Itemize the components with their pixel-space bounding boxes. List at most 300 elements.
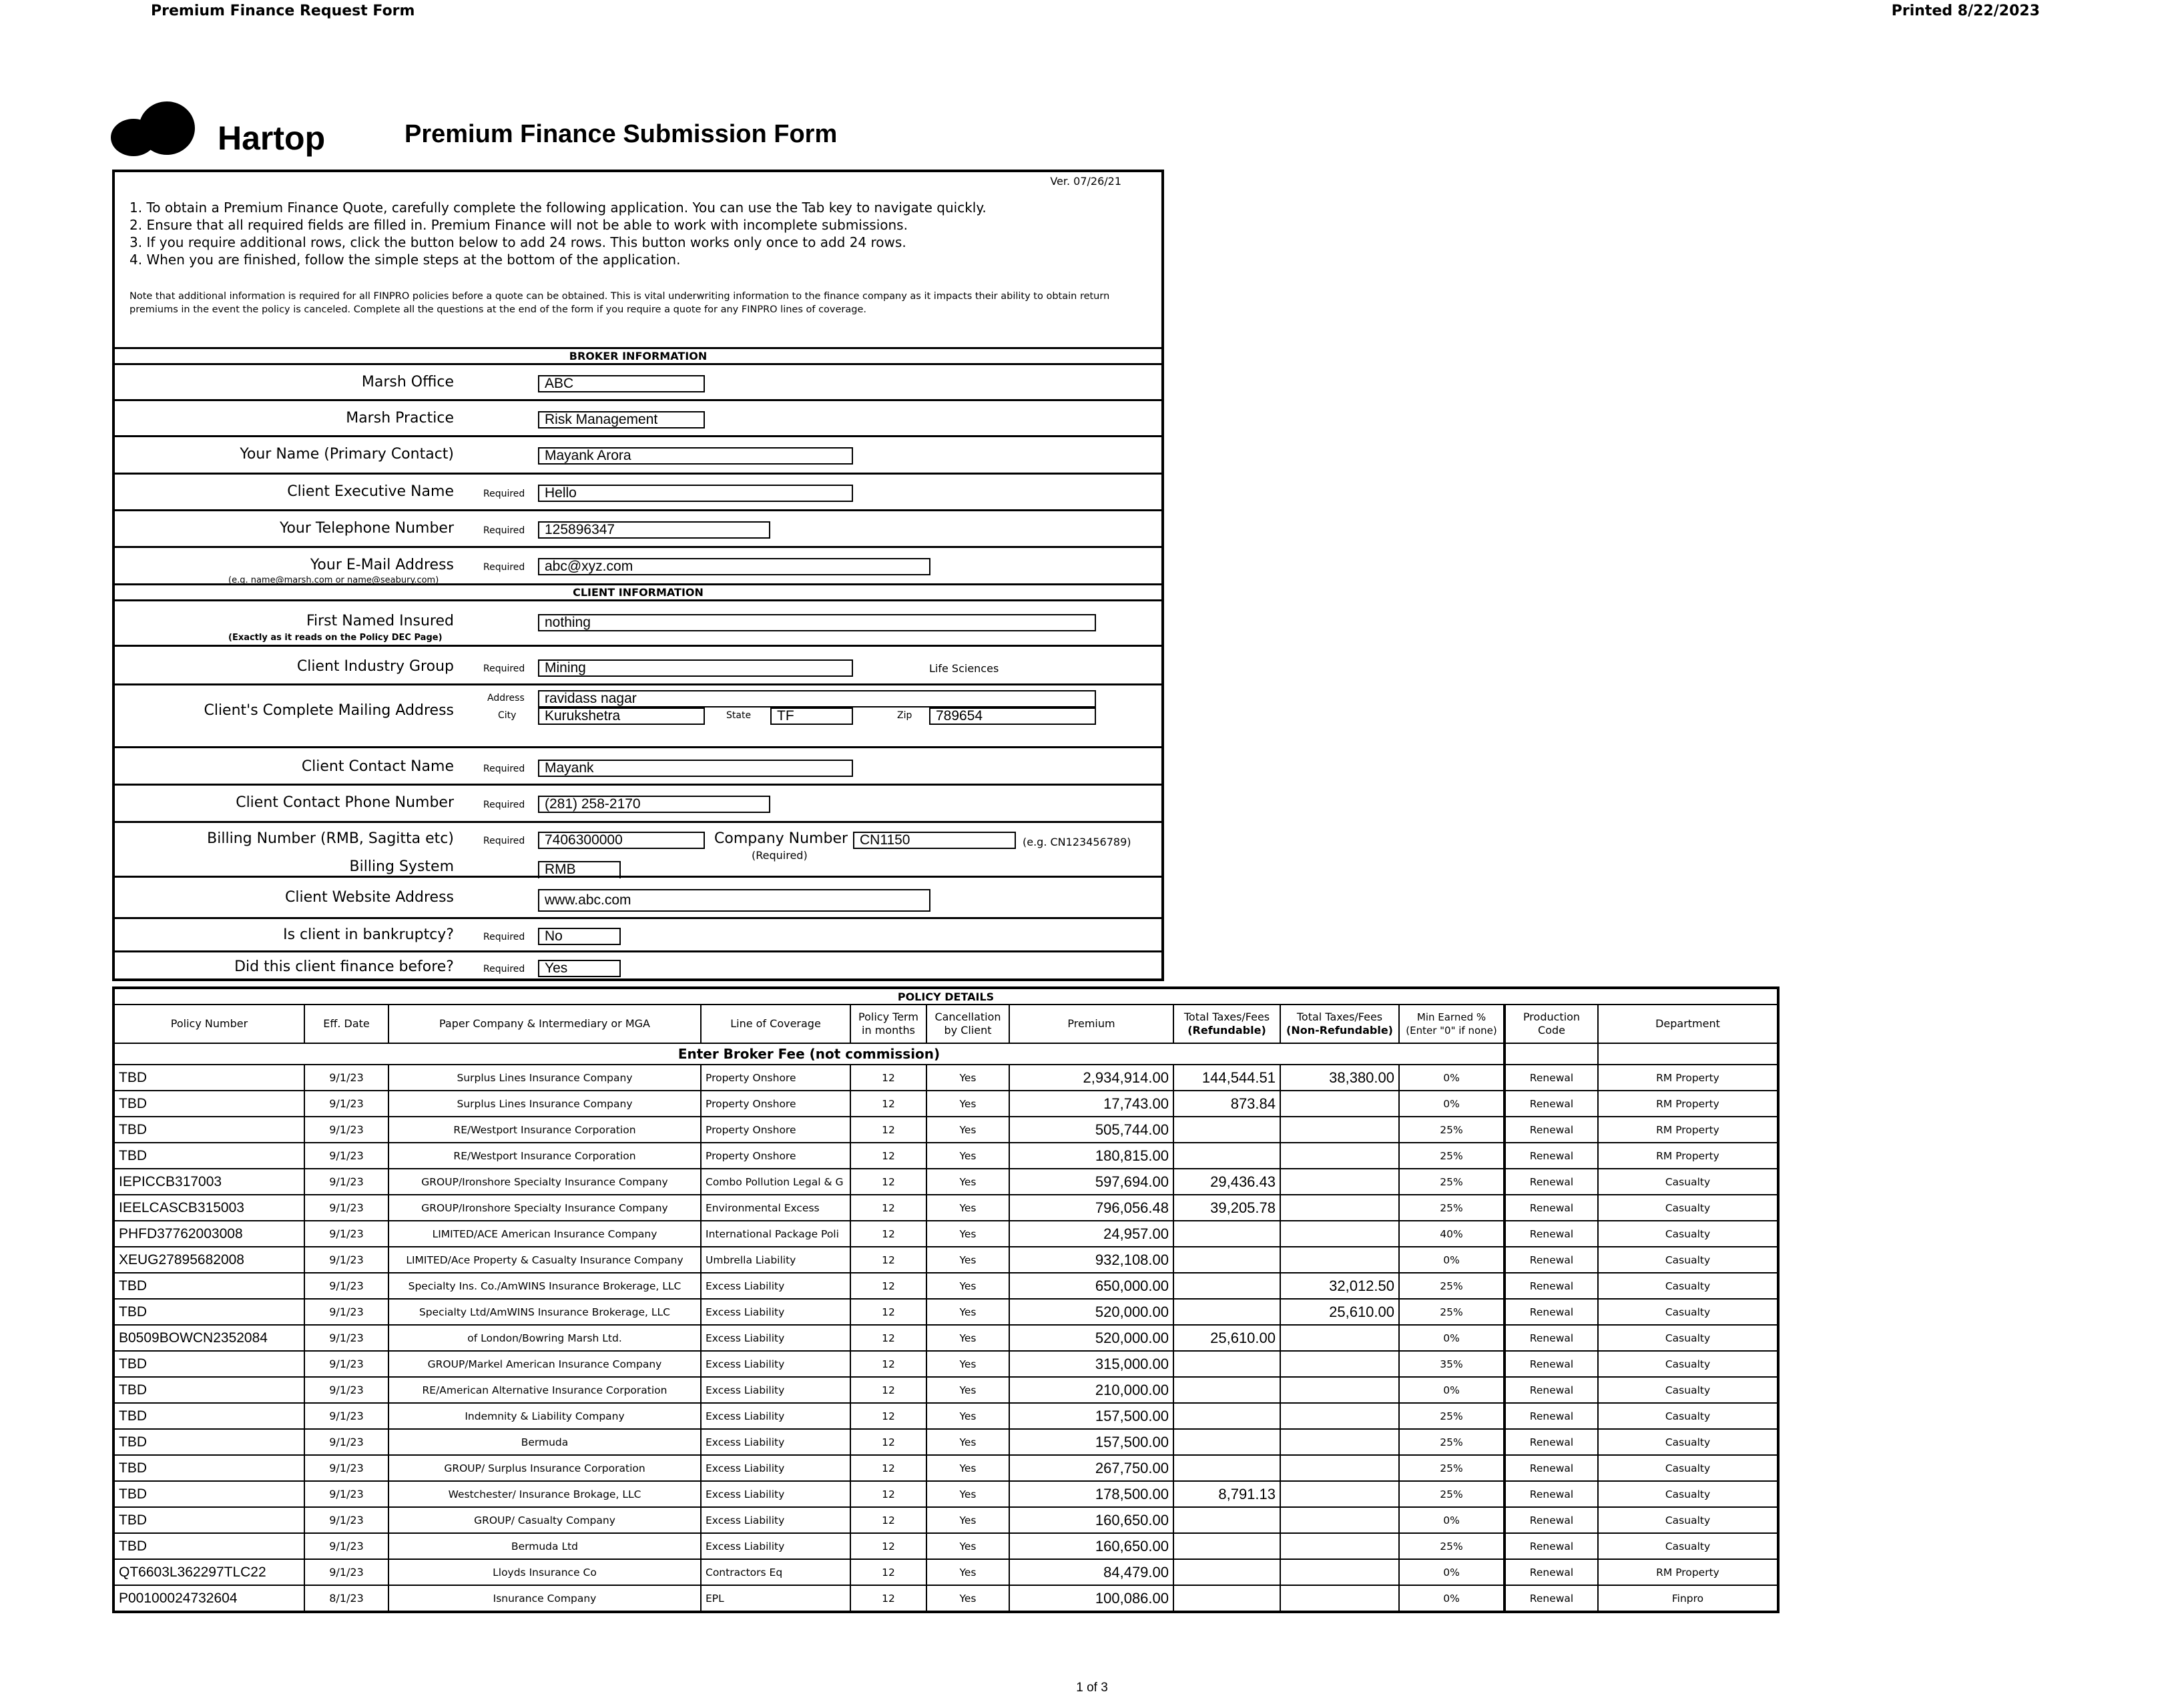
taxes-nonrefundable-cell[interactable]: 38,380.00 [1280,1065,1399,1091]
premium-cell[interactable]: 597,694.00 [1009,1169,1173,1195]
line-of-coverage-cell[interactable]: Excess Liability [701,1299,850,1325]
taxes-nonrefundable-cell[interactable] [1280,1429,1399,1455]
premium-cell[interactable]: 315,000.00 [1009,1351,1173,1377]
department-cell[interactable]: Casualty [1598,1507,1778,1533]
eff-date-cell[interactable]: 9/1/23 [304,1195,388,1221]
taxes-refundable-cell[interactable]: 39,205.78 [1173,1195,1280,1221]
taxes-nonrefundable-cell[interactable] [1280,1221,1399,1247]
policy-number-cell[interactable]: TBD [113,1481,304,1507]
office-field[interactable]: ABC [538,375,705,392]
cancellation-cell[interactable]: Yes [926,1351,1009,1377]
line-of-coverage-cell[interactable]: Excess Liability [701,1325,850,1351]
premium-cell[interactable]: 932,108.00 [1009,1247,1173,1273]
eff-date-cell[interactable]: 9/1/23 [304,1481,388,1507]
line-of-coverage-cell[interactable]: Excess Liability [701,1507,850,1533]
premium-cell[interactable]: 520,000.00 [1009,1325,1173,1351]
cancellation-cell[interactable]: Yes [926,1247,1009,1273]
policy-term-cell[interactable]: 12 [850,1533,926,1559]
policy-term-cell[interactable]: 12 [850,1455,926,1481]
taxes-refundable-cell[interactable]: 144,544.51 [1173,1065,1280,1091]
department-cell[interactable]: RM Property [1598,1065,1778,1091]
line-of-coverage-cell[interactable]: Property Onshore [701,1065,850,1091]
paper-company-cell[interactable]: Lloyds Insurance Co [388,1559,701,1585]
col-premium: Premium [1009,1005,1173,1043]
taxes-refundable-cell[interactable]: 873.84 [1173,1091,1280,1117]
cancellation-cell[interactable]: Yes [926,1273,1009,1299]
cancellation-cell[interactable]: Yes [926,1221,1009,1247]
policy-number-cell[interactable]: TBD [113,1507,304,1533]
department-cell[interactable]: RM Property [1598,1559,1778,1585]
policy-term-cell[interactable]: 12 [850,1195,926,1221]
production-code-cell[interactable]: Renewal [1505,1117,1598,1143]
policy-term-cell[interactable]: 12 [850,1091,926,1117]
department-cell[interactable]: Casualty [1598,1325,1778,1351]
eff-date-cell[interactable]: 9/1/23 [304,1143,388,1169]
policy-term-cell[interactable]: 12 [850,1273,926,1299]
department-cell[interactable]: Casualty [1598,1169,1778,1195]
contact-phone-field[interactable]: (281) 258-2170 [538,796,770,813]
department-cell[interactable]: Casualty [1598,1351,1778,1377]
min-earned-cell[interactable]: 25% [1399,1117,1505,1143]
taxes-refundable-cell[interactable] [1173,1299,1280,1325]
premium-cell[interactable]: 520,000.00 [1009,1299,1173,1325]
production-code-cell[interactable]: Renewal [1505,1533,1598,1559]
eff-date-cell[interactable]: 9/1/23 [304,1533,388,1559]
submission-form [112,170,1164,981]
taxes-refundable-cell[interactable] [1173,1429,1280,1455]
production-code-cell[interactable]: Renewal [1505,1507,1598,1533]
billing-number-field[interactable]: 7406300000 [538,832,705,849]
col-production-code: Production Code [1505,1005,1598,1043]
department-cell[interactable]: Casualty [1598,1455,1778,1481]
policy-term-cell[interactable]: 12 [850,1325,926,1351]
taxes-nonrefundable-cell[interactable] [1280,1143,1399,1169]
taxes-nonrefundable-cell[interactable] [1280,1195,1399,1221]
policy-row [113,1351,1778,1377]
premium-cell[interactable]: 180,815.00 [1009,1143,1173,1169]
line-of-coverage-cell[interactable]: Umbrella Liability [701,1247,850,1273]
policy-number-cell[interactable]: TBD [113,1091,304,1117]
production-code-cell[interactable]: Renewal [1505,1559,1598,1585]
taxes-nonrefundable-cell[interactable] [1280,1559,1399,1585]
col-paper-company: Paper Company & Intermediary or MGA [388,1005,701,1043]
min-earned-cell[interactable]: 0% [1399,1377,1505,1403]
policy-row [113,1481,1778,1507]
policy-term-cell[interactable]: 12 [850,1507,926,1533]
eff-date-cell[interactable]: 9/1/23 [304,1351,388,1377]
taxes-refundable-cell[interactable] [1173,1507,1280,1533]
production-code-cell[interactable]: Renewal [1505,1221,1598,1247]
department-cell[interactable]: Casualty [1598,1195,1778,1221]
paper-company-cell[interactable]: Isnurance Company [388,1585,701,1612]
required-label: Required [483,764,525,774]
min-earned-cell[interactable]: 40% [1399,1221,1505,1247]
paper-company-cell[interactable]: of London/Bowring Marsh Ltd. [388,1325,701,1351]
cancellation-cell[interactable]: Yes [926,1403,1009,1429]
line-of-coverage-cell[interactable]: Excess Liability [701,1481,850,1507]
website-field[interactable]: www.abc.com [538,889,930,912]
paper-company-cell[interactable]: Bermuda [388,1429,701,1455]
min-earned-cell[interactable]: 25% [1399,1403,1505,1429]
instructions [129,199,987,268]
cancellation-cell[interactable]: Yes [926,1117,1009,1143]
cancellation-cell[interactable]: Yes [926,1455,1009,1481]
policy-term-cell[interactable]: 12 [850,1247,926,1273]
taxes-refundable-cell[interactable] [1173,1585,1280,1612]
premium-cell[interactable]: 2,934,914.00 [1009,1065,1173,1091]
zip-field[interactable]: 789654 [929,707,1096,725]
min-earned-cell[interactable]: 35% [1399,1351,1505,1377]
policy-row [113,1065,1778,1091]
min-earned-cell[interactable]: 0% [1399,1247,1505,1273]
eff-date-cell[interactable]: 9/1/23 [304,1247,388,1273]
policy-number-cell[interactable]: TBD [113,1065,304,1091]
taxes-nonrefundable-cell[interactable] [1280,1455,1399,1481]
policy-number-cell[interactable]: TBD [113,1117,304,1143]
min-earned-cell[interactable]: 25% [1399,1143,1505,1169]
policy-term-cell[interactable]: 12 [850,1429,926,1455]
eff-date-cell[interactable]: 9/1/23 [304,1559,388,1585]
eff-date-cell[interactable]: 9/1/23 [304,1429,388,1455]
line-of-coverage-cell[interactable]: Property Onshore [701,1117,850,1143]
min-earned-cell[interactable]: 25% [1399,1429,1505,1455]
taxes-nonrefundable-cell[interactable] [1280,1247,1399,1273]
version-label: Ver. 07/26/21 [1050,175,1121,188]
premium-cell[interactable]: 157,500.00 [1009,1403,1173,1429]
policy-section-title: POLICY DETAILS [113,988,1778,1005]
taxes-refundable-cell[interactable] [1173,1143,1280,1169]
premium-cell[interactable]: 160,650.00 [1009,1507,1173,1533]
paper-company-cell[interactable]: Surplus Lines Insurance Company [388,1065,701,1091]
premium-cell[interactable]: 267,750.00 [1009,1455,1173,1481]
policy-number-cell[interactable]: TBD [113,1455,304,1481]
brand-name: Hartop [218,119,326,157]
policy-term-cell[interactable]: 12 [850,1299,926,1325]
production-code-cell[interactable]: Renewal [1505,1481,1598,1507]
department-cell[interactable]: Casualty [1598,1481,1778,1507]
line-of-coverage-cell[interactable]: International Package Poli [701,1221,850,1247]
broker-fee-row[interactable]: Enter Broker Fee (not commission) [113,1043,1505,1065]
taxes-nonrefundable-cell[interactable] [1280,1325,1399,1351]
department-cell[interactable]: Casualty [1598,1273,1778,1299]
department-cell[interactable]: Casualty [1598,1403,1778,1429]
taxes-refundable-cell[interactable] [1173,1455,1280,1481]
line-of-coverage-cell[interactable]: Excess Liability [701,1429,850,1455]
taxes-refundable-cell[interactable] [1173,1533,1280,1559]
department-cell[interactable]: RM Property [1598,1117,1778,1143]
financed-before-field[interactable]: Yes [538,960,621,977]
paper-company-cell[interactable]: LIMITED/Ace Property & Casualty Insurance Company [388,1247,701,1273]
production-code-cell[interactable]: Renewal [1505,1169,1598,1195]
taxes-nonrefundable-cell[interactable]: 32,012.50 [1280,1273,1399,1299]
premium-cell[interactable]: 160,650.00 [1009,1533,1173,1559]
taxes-refundable-cell[interactable] [1173,1247,1280,1273]
telephone-field[interactable]: 125896347 [538,521,770,539]
premium-cell[interactable]: 84,479.00 [1009,1559,1173,1585]
premium-cell[interactable]: 17,743.00 [1009,1091,1173,1117]
taxes-nonrefundable-cell[interactable] [1280,1585,1399,1612]
paper-company-cell[interactable]: GROUP/Ironshore Specialty Insurance Company [388,1169,701,1195]
eff-date-cell[interactable]: 9/1/23 [304,1091,388,1117]
zip-label: Zip [897,710,912,721]
taxes-refundable-cell[interactable]: 8,791.13 [1173,1481,1280,1507]
production-code-cell[interactable]: Renewal [1505,1429,1598,1455]
industry-field[interactable]: Mining [538,659,853,677]
paper-company-cell[interactable]: GROUP/ Surplus Insurance Corporation [388,1455,701,1481]
min-earned-cell[interactable]: 0% [1399,1585,1505,1612]
eff-date-cell[interactable]: 9/1/23 [304,1507,388,1533]
production-code-cell[interactable]: Renewal [1505,1143,1598,1169]
policy-number-cell[interactable]: PHFD37762003008 [113,1221,304,1247]
line-of-coverage-cell[interactable]: Contractors Eq [701,1559,850,1585]
cancellation-cell[interactable]: Yes [926,1299,1009,1325]
production-code-cell[interactable]: Renewal [1505,1299,1598,1325]
line-of-coverage-cell[interactable]: Property Onshore [701,1143,850,1169]
policy-number-cell[interactable]: QT6603L362297TLC22 [113,1559,304,1585]
taxes-nonrefundable-cell[interactable] [1280,1169,1399,1195]
line-of-coverage-cell[interactable]: Environmental Excess [701,1195,850,1221]
col-eff-date: Eff. Date [304,1005,388,1043]
line-of-coverage-cell[interactable]: Combo Pollution Legal & G [701,1169,850,1195]
premium-cell[interactable]: 24,957.00 [1009,1221,1173,1247]
cancellation-cell[interactable]: Yes [926,1533,1009,1559]
policy-number-cell[interactable]: TBD [113,1273,304,1299]
cancellation-cell[interactable]: Yes [926,1585,1009,1612]
taxes-nonrefundable-cell[interactable]: 25,610.00 [1280,1299,1399,1325]
taxes-refundable-cell[interactable] [1173,1559,1280,1585]
required-label: Required [483,836,525,846]
policy-number-cell[interactable]: TBD [113,1533,304,1559]
department-cell[interactable]: Casualty [1598,1377,1778,1403]
cancellation-cell[interactable]: Yes [926,1325,1009,1351]
policy-term-cell[interactable]: 12 [850,1559,926,1585]
paper-company-cell[interactable]: LIMITED/ACE American Insurance Company [388,1221,701,1247]
production-code-cell[interactable]: Renewal [1505,1273,1598,1299]
client-exec-field[interactable]: Hello [538,485,853,502]
department-cell[interactable]: Casualty [1598,1533,1778,1559]
paper-company-cell[interactable]: RE/Westport Insurance Corporation [388,1143,701,1169]
primary-contact-label: Your Name (Primary Contact) [240,446,454,463]
production-code-cell[interactable]: Renewal [1505,1585,1598,1612]
policy-number-cell[interactable]: TBD [113,1403,304,1429]
billing-system-field[interactable]: RMB [538,861,621,878]
insured-hint: (Exactly as it reads on the Policy DEC Page) [228,633,443,643]
line-of-coverage-cell[interactable]: Excess Liability [701,1273,850,1299]
department-cell[interactable]: Casualty [1598,1429,1778,1455]
taxes-nonrefundable-cell[interactable] [1280,1403,1399,1429]
production-code-cell[interactable]: Renewal [1505,1403,1598,1429]
policy-term-cell[interactable]: 12 [850,1117,926,1143]
premium-cell[interactable]: 210,000.00 [1009,1377,1173,1403]
production-code-cell[interactable]: Renewal [1505,1065,1598,1091]
premium-cell[interactable]: 157,500.00 [1009,1429,1173,1455]
line-of-coverage-cell[interactable]: Property Onshore [701,1091,850,1117]
eff-date-cell[interactable]: 9/1/23 [304,1169,388,1195]
production-code-cell[interactable]: Renewal [1505,1091,1598,1117]
min-earned-cell[interactable]: 0% [1399,1325,1505,1351]
paper-company-cell[interactable]: RE/Westport Insurance Corporation [388,1117,701,1143]
eff-date-cell[interactable]: 9/1/23 [304,1299,388,1325]
policy-number-cell[interactable]: XEUG27895682008 [113,1247,304,1273]
contact-field[interactable]: Mayank [538,760,853,777]
taxes-refundable-cell[interactable] [1173,1117,1280,1143]
policy-term-cell[interactable]: 12 [850,1065,926,1091]
policy-term-cell[interactable]: 12 [850,1351,926,1377]
policy-number-cell[interactable]: TBD [113,1143,304,1169]
col-policy-term: Policy Term in months [850,1005,926,1043]
eff-date-cell[interactable]: 9/1/23 [304,1377,388,1403]
email-field[interactable]: abc@xyz.com [538,558,930,575]
min-earned-cell[interactable]: 25% [1399,1533,1505,1559]
cancellation-cell[interactable]: Yes [926,1143,1009,1169]
min-earned-cell[interactable]: 25% [1399,1273,1505,1299]
taxes-refundable-cell[interactable]: 25,610.00 [1173,1325,1280,1351]
policy-number-cell[interactable]: IEPICCB317003 [113,1169,304,1195]
policy-term-cell[interactable]: 12 [850,1377,926,1403]
eff-date-cell[interactable]: 9/1/23 [304,1455,388,1481]
policy-row [113,1455,1778,1481]
policy-term-cell[interactable]: 12 [850,1481,926,1507]
policy-number-cell[interactable]: IEELCASCB315003 [113,1195,304,1221]
eff-date-cell[interactable]: 9/1/23 [304,1117,388,1143]
min-earned-cell[interactable]: 25% [1399,1169,1505,1195]
premium-cell[interactable]: 100,086.00 [1009,1585,1173,1612]
production-code-cell[interactable]: Renewal [1505,1195,1598,1221]
policy-number-cell[interactable]: TBD [113,1351,304,1377]
paper-company-cell[interactable]: Specialty Ltd/AmWINS Insurance Brokerage, LLC [388,1299,701,1325]
taxes-nonrefundable-cell[interactable] [1280,1091,1399,1117]
taxes-nonrefundable-cell[interactable] [1280,1351,1399,1377]
cancellation-cell[interactable]: Yes [926,1507,1009,1533]
paper-company-cell[interactable]: GROUP/Markel American Insurance Company [388,1351,701,1377]
line-of-coverage-cell[interactable]: EPL [701,1585,850,1612]
eff-date-cell[interactable]: 9/1/23 [304,1325,388,1351]
premium-cell[interactable]: 505,744.00 [1009,1117,1173,1143]
billing-system-label: Billing System [349,858,454,875]
department-cell[interactable]: RM Property [1598,1091,1778,1117]
website-label: Client Website Address [285,889,454,906]
practice-field[interactable]: Risk Management [538,411,705,429]
cancellation-cell[interactable]: Yes [926,1481,1009,1507]
department-cell[interactable]: Finpro [1598,1585,1778,1612]
production-code-cell[interactable]: Renewal [1505,1377,1598,1403]
taxes-refundable-cell[interactable] [1173,1351,1280,1377]
min-earned-cell[interactable]: 0% [1399,1091,1505,1117]
taxes-refundable-cell[interactable] [1173,1403,1280,1429]
production-code-cell[interactable]: Renewal [1505,1351,1598,1377]
policy-details-table [112,986,1780,1613]
paper-company-cell[interactable]: GROUP/ Casualty Company [388,1507,701,1533]
policy-term-cell[interactable]: 12 [850,1169,926,1195]
taxes-refundable-cell[interactable] [1173,1221,1280,1247]
policy-term-cell[interactable]: 12 [850,1403,926,1429]
min-earned-cell[interactable]: 0% [1399,1065,1505,1091]
primary-contact-field[interactable]: Mayank Arora [538,447,853,465]
cancellation-cell[interactable]: Yes [926,1169,1009,1195]
taxes-refundable-cell[interactable]: 29,436.43 [1173,1169,1280,1195]
paper-company-cell[interactable]: Surplus Lines Insurance Company [388,1091,701,1117]
taxes-nonrefundable-cell[interactable] [1280,1377,1399,1403]
col-taxes-refundable-sub: (Refundable) [1187,1024,1266,1037]
insured-field[interactable]: nothing [538,614,1096,631]
production-code-cell[interactable]: Renewal [1505,1247,1598,1273]
policy-term-cell[interactable]: 12 [850,1143,926,1169]
cancellation-cell[interactable]: Yes [926,1559,1009,1585]
paper-company-cell[interactable]: GROUP/Ironshore Specialty Insurance Company [388,1195,701,1221]
eff-date-cell[interactable]: 8/1/23 [304,1585,388,1612]
bankruptcy-field[interactable]: No [538,928,621,945]
required-label: Required [483,562,525,573]
min-earned-cell[interactable]: 0% [1399,1559,1505,1585]
line-of-coverage-cell[interactable]: Excess Liability [701,1455,850,1481]
policy-number-cell[interactable]: P00100024732604 [113,1585,304,1612]
production-code-cell[interactable]: Renewal [1505,1455,1598,1481]
policy-number-cell[interactable]: TBD [113,1429,304,1455]
policy-row [113,1221,1778,1247]
premium-cell[interactable]: 650,000.00 [1009,1273,1173,1299]
line-of-coverage-cell[interactable]: Excess Liability [701,1351,850,1377]
cancellation-cell[interactable]: Yes [926,1065,1009,1091]
taxes-nonrefundable-cell[interactable] [1280,1533,1399,1559]
production-code-cell[interactable]: Renewal [1505,1325,1598,1351]
city-field[interactable]: Kurukshetra [538,707,705,725]
paper-company-cell[interactable]: Bermuda Ltd [388,1533,701,1559]
premium-cell[interactable]: 796,056.48 [1009,1195,1173,1221]
policy-number-cell[interactable]: TBD [113,1299,304,1325]
line-of-coverage-cell[interactable]: Excess Liability [701,1403,850,1429]
min-earned-cell[interactable]: 25% [1399,1481,1505,1507]
paper-company-cell[interactable]: Indemnity & Liability Company [388,1403,701,1429]
policy-term-cell[interactable]: 12 [850,1221,926,1247]
taxes-nonrefundable-cell[interactable] [1280,1481,1399,1507]
policy-number-cell[interactable]: TBD [113,1377,304,1403]
min-earned-cell[interactable]: 25% [1399,1195,1505,1221]
paper-company-cell[interactable]: RE/American Alternative Insurance Corporation [388,1377,701,1403]
paper-company-cell[interactable]: Specialty Ins. Co./AmWINS Insurance Brokerage, LLC [388,1273,701,1299]
line-of-coverage-cell[interactable]: Excess Liability [701,1533,850,1559]
min-earned-cell[interactable]: 25% [1399,1299,1505,1325]
policy-row [113,1377,1778,1403]
department-cell[interactable]: Casualty [1598,1299,1778,1325]
department-cell[interactable]: RM Property [1598,1143,1778,1169]
cancellation-cell[interactable]: Yes [926,1195,1009,1221]
min-earned-cell[interactable]: 0% [1399,1507,1505,1533]
taxes-nonrefundable-cell[interactable] [1280,1507,1399,1533]
premium-cell[interactable]: 178,500.00 [1009,1481,1173,1507]
department-cell[interactable]: Casualty [1598,1221,1778,1247]
cancellation-cell[interactable]: Yes [926,1429,1009,1455]
cancellation-cell[interactable]: Yes [926,1377,1009,1403]
address-field[interactable]: ravidass nagar [538,690,1096,707]
policy-number-cell[interactable]: B0509BOWCN2352084 [113,1325,304,1351]
line-of-coverage-cell[interactable]: Excess Liability [701,1377,850,1403]
eff-date-cell[interactable]: 9/1/23 [304,1065,388,1091]
policy-term-cell[interactable]: 12 [850,1585,926,1612]
eff-date-cell[interactable]: 9/1/23 [304,1403,388,1429]
paper-company-cell[interactable]: Westchester/ Insurance Brokage, LLC [388,1481,701,1507]
taxes-nonrefundable-cell[interactable] [1280,1117,1399,1143]
eff-date-cell[interactable]: 9/1/23 [304,1273,388,1299]
taxes-refundable-cell[interactable] [1173,1377,1280,1403]
eff-date-cell[interactable]: 9/1/23 [304,1221,388,1247]
state-field[interactable]: TF [770,707,853,725]
department-cell[interactable]: Casualty [1598,1247,1778,1273]
cancellation-cell[interactable]: Yes [926,1091,1009,1117]
company-number-field[interactable]: CN1150 [853,832,1016,849]
col-line-of-coverage: Line of Coverage [701,1005,850,1043]
taxes-refundable-cell[interactable] [1173,1273,1280,1299]
min-earned-cell[interactable]: 25% [1399,1455,1505,1481]
